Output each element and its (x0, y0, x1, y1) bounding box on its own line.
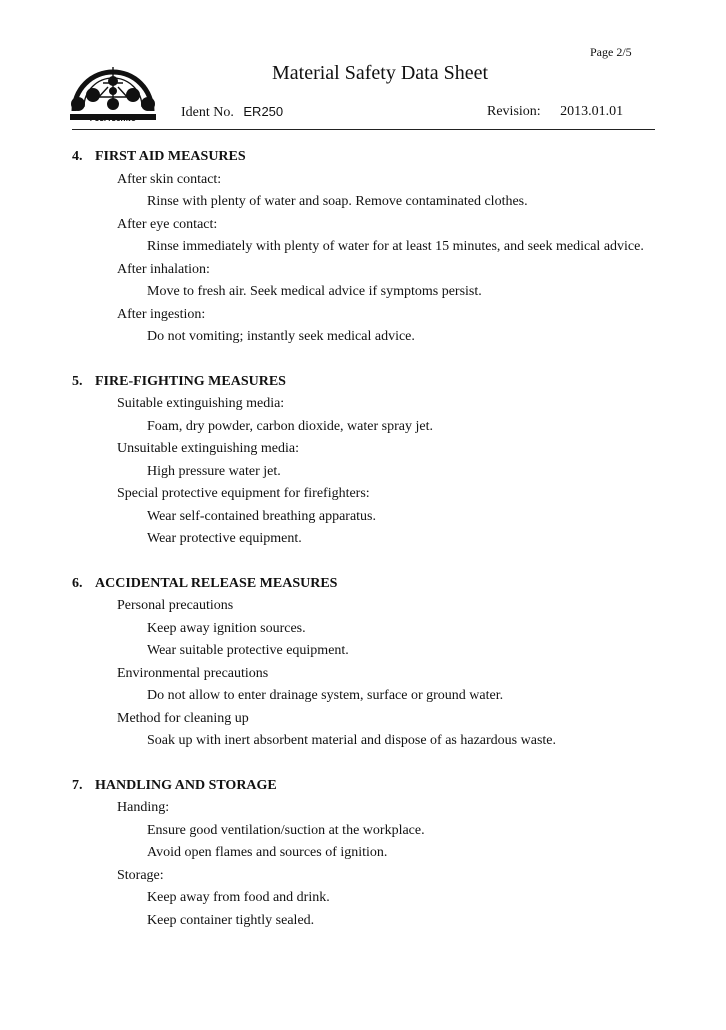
measure-text: Foam, dry powder, carbon dioxide, water spray jet. (147, 418, 433, 434)
measure-text: Keep container tightly sealed. (147, 912, 315, 928)
measure-text: Do not allow to enter drainage system, surface or ground water. (147, 688, 504, 703)
measure-text: Wear protective equipment. (147, 531, 302, 546)
measure-text: Wear suitable protective equipment. (147, 643, 349, 658)
measure-text: Do not vomiting; instantly seek medical advice. (147, 329, 415, 344)
measure-text: Soak up with inert absorbent material and dispose of as hazardous waste. (147, 733, 557, 748)
section-title: ACCIDENTAL RELEASE MEASURES (95, 575, 338, 591)
subsection-label: After skin contact: (117, 171, 222, 187)
subsection-label: After inhalation: (117, 261, 210, 277)
revision (487, 104, 623, 120)
measure-text: Keep away from food and drink. (147, 890, 330, 905)
revision-label: Revision: (487, 104, 541, 119)
document-body (72, 146, 672, 954)
subsection-label: Storage: (117, 867, 164, 883)
ident-value: ER250 (243, 104, 284, 119)
ident-label: Ident No. (181, 105, 234, 120)
section-first-aid (72, 146, 672, 349)
section-title: HANDLING AND STORAGE (95, 777, 277, 793)
section-heading (72, 371, 672, 394)
measure-text: Keep away ignition sources. (147, 620, 306, 636)
section-title: FIRST AID MEASURES (95, 149, 246, 164)
section-title: FIRE-FIGHTING MEASURES (95, 373, 286, 389)
section-handling-storage (72, 775, 672, 933)
subsection-label: Special protective equipment for firefighters: (117, 486, 370, 501)
section-number: 5. (72, 373, 83, 389)
revision-value: 2013.01.01 (560, 104, 624, 119)
section-accidental-release (72, 573, 672, 753)
section-heading (72, 775, 672, 798)
section-fire-fighting (72, 371, 672, 551)
section-number: 4. (72, 149, 83, 164)
measure-text: Rinse with plenty of water and soap. Remove contaminated clothes. (147, 194, 528, 209)
subsection-label: Handing: (117, 800, 170, 815)
section-heading (72, 146, 672, 169)
measure-text: Wear self-contained breathing apparatus. (147, 508, 376, 524)
subsection-label: After eye contact: (117, 216, 218, 232)
section-number: 7. (72, 777, 83, 793)
measure-text: Move to fresh air. Seek medical advice if symptoms persist. (147, 284, 482, 299)
measure-text: Ensure good ventilation/suction at the workplace. (147, 822, 425, 838)
measure-text: Rinse immediately with plenty of water for at least 15 minutes, and seek medical advice. (147, 239, 644, 254)
measure-text: High pressure water jet. (147, 463, 281, 479)
section-heading (72, 573, 672, 596)
subsection-label: Unsuitable extinguishing media: (117, 441, 299, 456)
subsection-label: Method for cleaning up (117, 710, 249, 726)
subsection-label: Personal precautions (117, 598, 234, 613)
subsection-label: After ingestion: (117, 306, 206, 322)
subsection-label: Environmental precautions (117, 665, 269, 681)
header-divider (72, 129, 655, 130)
subsection-label: Suitable extinguishing media: (117, 396, 285, 411)
ident-number (181, 104, 283, 121)
logo-wordmark: POLYTECHNO (89, 116, 137, 123)
document-title: Material Safety Data Sheet (271, 62, 489, 84)
measure-text: Avoid open flames and sources of ignition. (147, 845, 388, 860)
page-number: Page 2/5 (590, 45, 632, 59)
section-number: 6. (72, 575, 83, 591)
